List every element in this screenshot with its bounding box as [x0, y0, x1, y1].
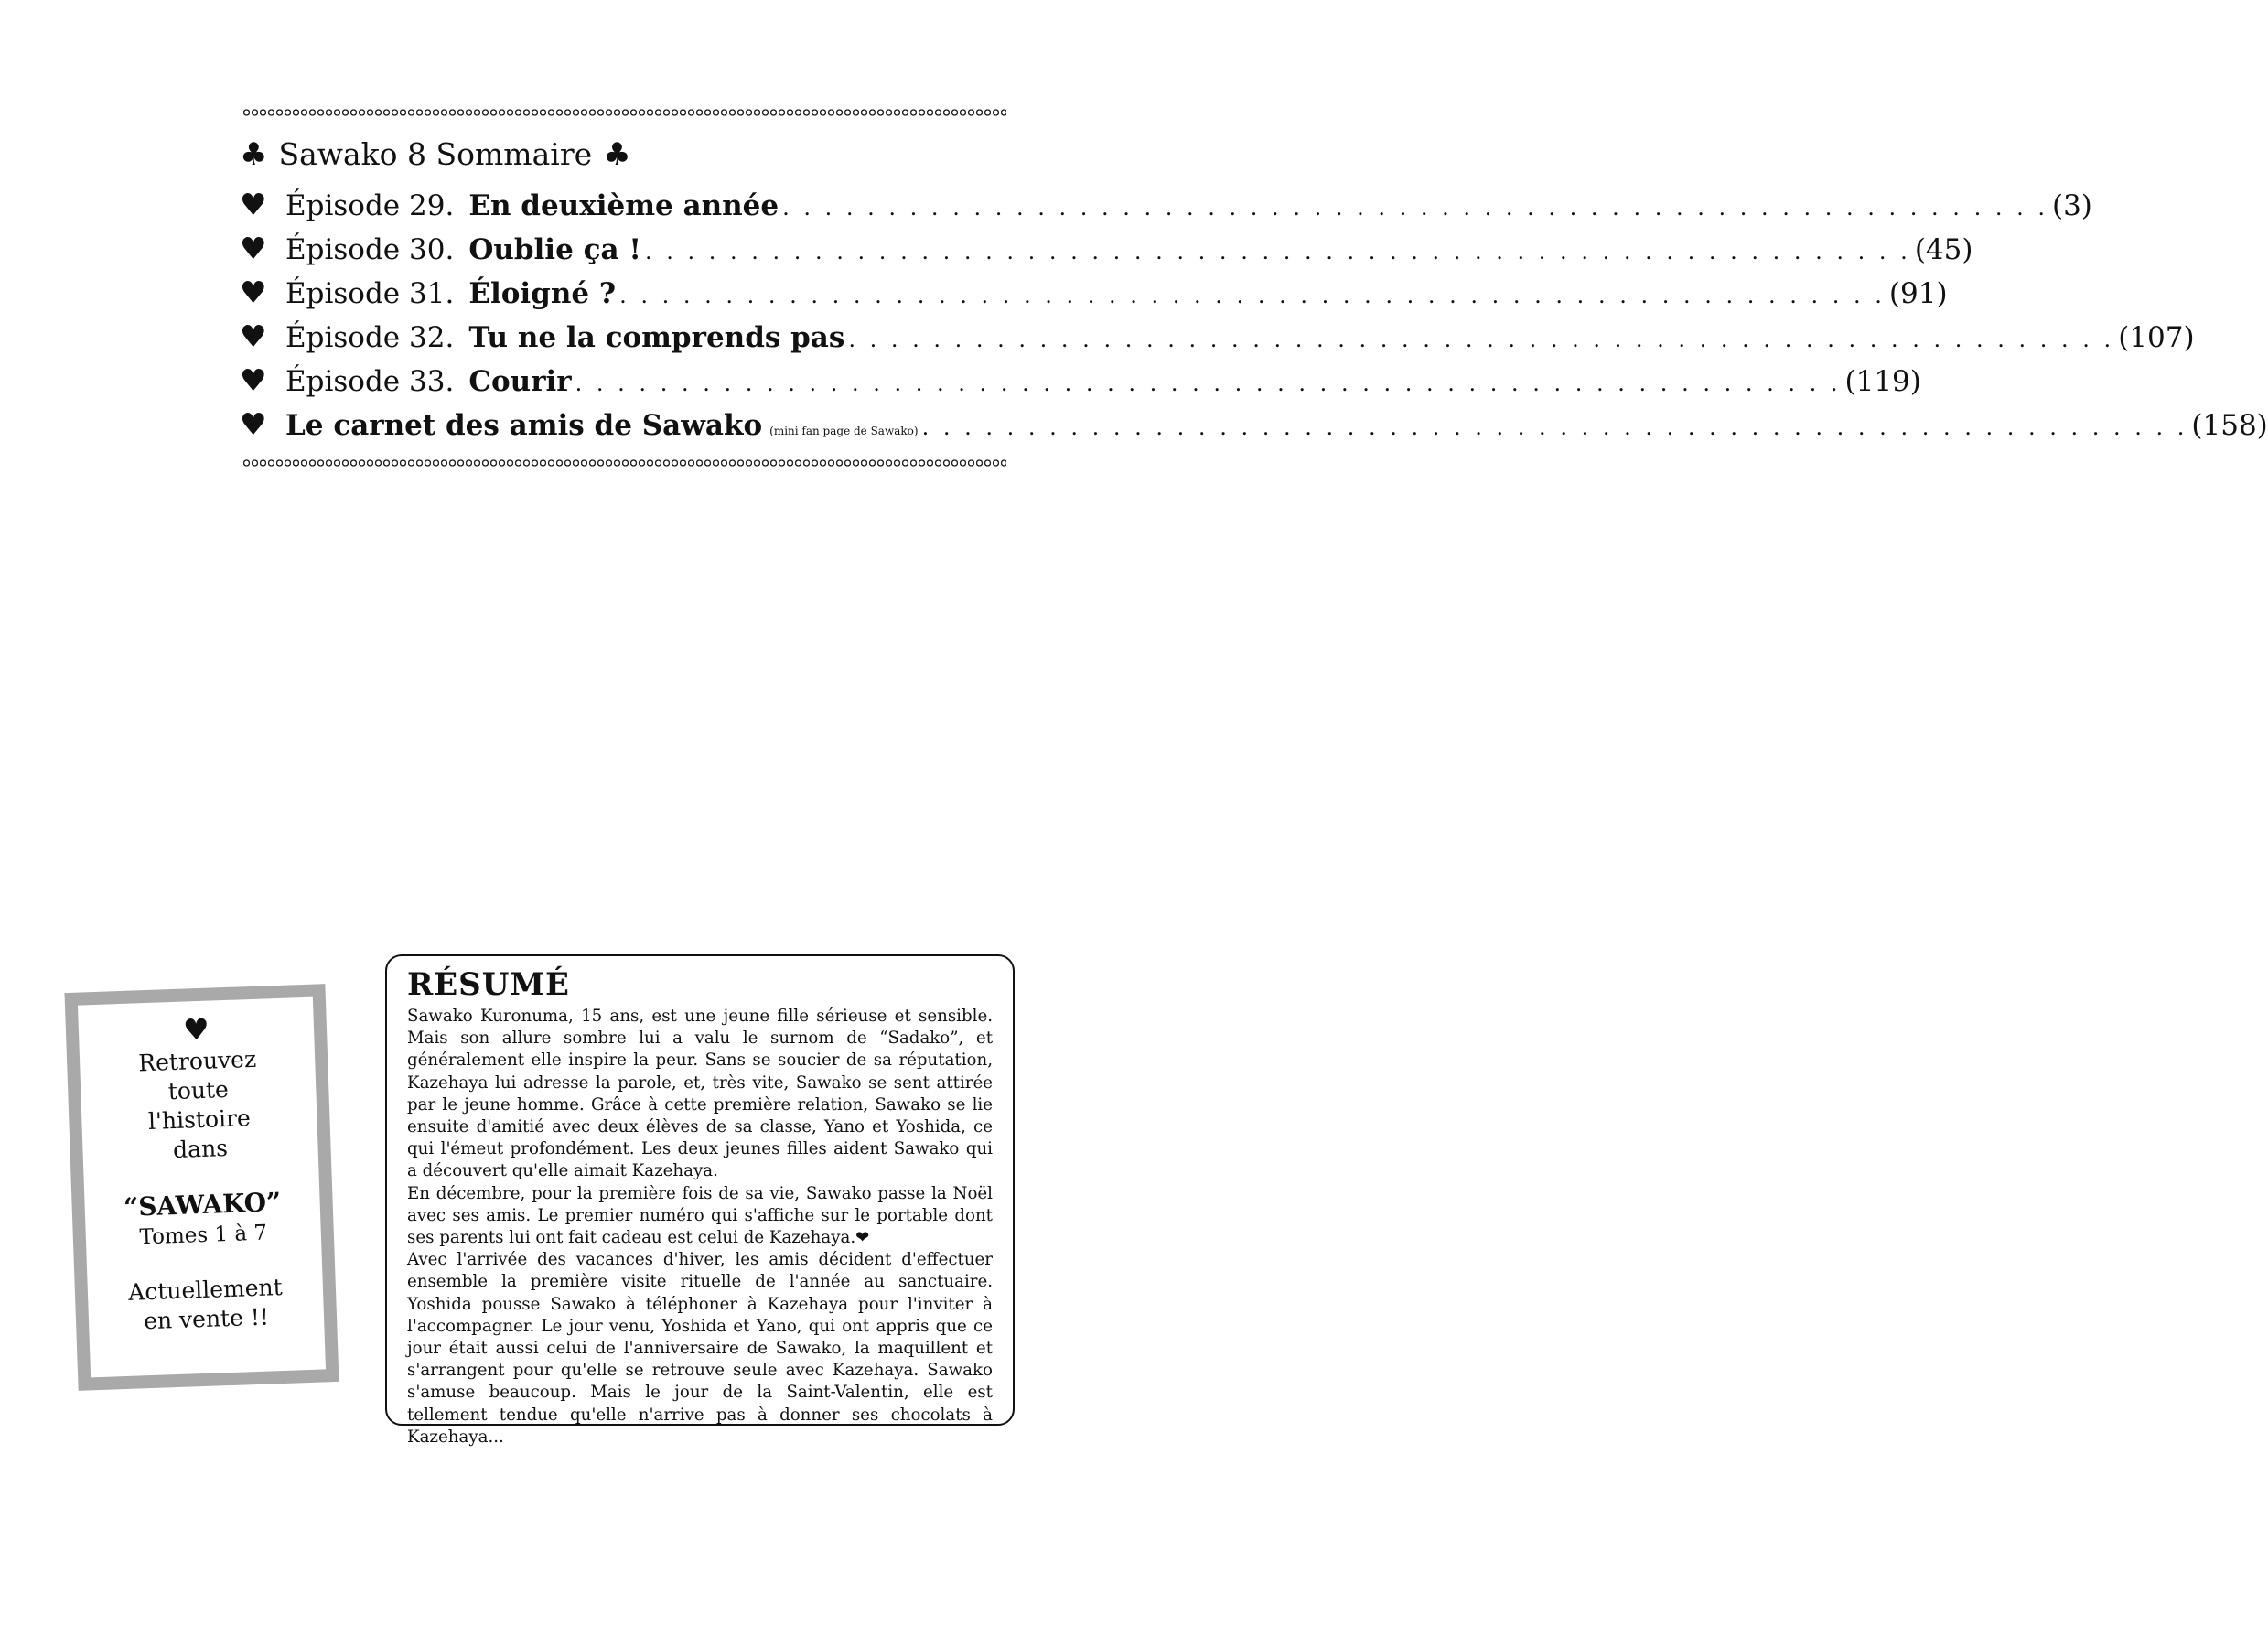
promo-series-title: “SAWAKO” — [123, 1186, 282, 1223]
promo-sale-line: Actuellement — [127, 1274, 284, 1306]
heart-icon: ♥ — [240, 275, 267, 310]
episode-title: Éloigné ? — [468, 277, 617, 310]
toc-entry — [240, 227, 1973, 271]
resume-paragraph: Avec l'arrivée des vacances d'hiver, les amis décident d'effectuer ensemble la première visite rituelle de l'année au sanctuaire. Yoshida pousse Sawako à téléphoner à Kazehaya pour l'inviter à l'accompagner. Le jour venu, Yoshida et Yano, qui ont appris que ce jour était aussi celui de l'anniversaire de Sawako, la maquillent et s'arrangent pour qu'elle se retrouve seule avec Kazehaya. Sawako s'amuse beaucoup. Mais le jour de la Saint-Valentin, elle est tellement tendue qu'elle n'arrive pas à donner ses chocolats à Kazehaya... — [407, 1250, 993, 1447]
heart-icon: ♥ — [240, 318, 267, 354]
heart-icon: ♥ — [182, 1011, 210, 1048]
promo-line: l'histoire — [147, 1104, 252, 1135]
promo-card — [64, 984, 339, 1391]
episode-title: Courir — [468, 365, 572, 398]
promo-card-inner — [78, 997, 326, 1378]
bottom-decorative-border — [242, 458, 1006, 469]
toc-title-text: Sawako 8 Sommaire — [278, 136, 593, 172]
episode-title: Le carnet des amis de Sawako — [285, 409, 763, 442]
episode-number: Épisode 29. — [285, 189, 455, 222]
page-number: (158) — [2191, 409, 2268, 442]
toc-entry — [240, 403, 2268, 447]
leader-dots — [645, 230, 1911, 274]
episode-number: Épisode 31. — [285, 277, 455, 310]
episode-title: En deuxième année — [468, 189, 779, 222]
leader-dots — [782, 186, 2048, 230]
heart-icon: ♥ — [240, 362, 267, 398]
toc-title — [240, 133, 1017, 177]
promo-line: toute — [167, 1075, 230, 1105]
episode-title: Oublie ça ! — [468, 233, 641, 266]
episode-note: (mini fan page de Sawako) — [769, 425, 919, 437]
resume-paragraph: En décembre, pour la première fois de sa vie, Sawako passe la Noël avec ses amis. Le premier numéro qui s'affiche sur le portable dont ses parents lui ont fait cadeau est celui de Kazehaya.❤ — [407, 1183, 993, 1248]
episode-title: Tu ne la comprends pas — [468, 321, 845, 354]
leader-dots — [922, 405, 2188, 449]
club-icon: ♣ — [240, 136, 268, 173]
episode-number: Épisode 33. — [285, 365, 455, 398]
episode-number: Épisode 30. — [285, 233, 455, 266]
leader-dots — [619, 274, 1886, 318]
leader-dots — [575, 361, 1842, 405]
page-number: (91) — [1888, 277, 1948, 310]
heart-icon: ♥ — [240, 187, 267, 222]
toc-entry — [240, 315, 2195, 359]
heart-icon: ♥ — [240, 406, 267, 442]
page-number: (107) — [2118, 321, 2195, 354]
resume-title: RÉSUMÉ — [407, 966, 570, 1003]
leader-dots — [848, 318, 2114, 361]
promo-line: dans — [172, 1134, 229, 1164]
page-number: (45) — [1914, 233, 1973, 266]
top-decorative-border — [242, 107, 1006, 118]
table-of-contents — [240, 133, 2268, 447]
club-icon: ♣ — [603, 136, 631, 173]
page-number: (3) — [2051, 189, 2092, 222]
toc-entry — [240, 359, 1921, 403]
heart-icon: ♥ — [240, 231, 267, 266]
episode-number: Épisode 32. — [285, 321, 455, 354]
toc-entry — [240, 271, 1948, 315]
resume-box — [385, 954, 1015, 1447]
toc-entry — [240, 183, 2092, 227]
promo-volumes: Tomes 1 à 7 — [139, 1221, 268, 1250]
promo-sale-line: en vente !! — [143, 1303, 270, 1335]
page-number: (119) — [1844, 365, 1921, 398]
resume-paragraph: Sawako Kuronuma, 15 ans, est une jeune fille sérieuse et sensible. Mais son allure sombre lui a valu le surnom de “Sadako”, et généralement elle inspire la peur. Sans se soucier de sa réputation, Kazehaya lui adresse la parole, et, très vite, Sawako se sent attirée par le jeune homme. Grâce à cette première relation, Sawako se lie ensuite d'amitié avec deux élèves de sa classe, Yano et Yoshida, ce qui l'émeut profondément. Les deux jeunes filles aident Sawako qui a découvert qu'elle aimait Kazehaya. — [407, 1007, 993, 1181]
promo-line: Retrouvez — [137, 1045, 257, 1077]
